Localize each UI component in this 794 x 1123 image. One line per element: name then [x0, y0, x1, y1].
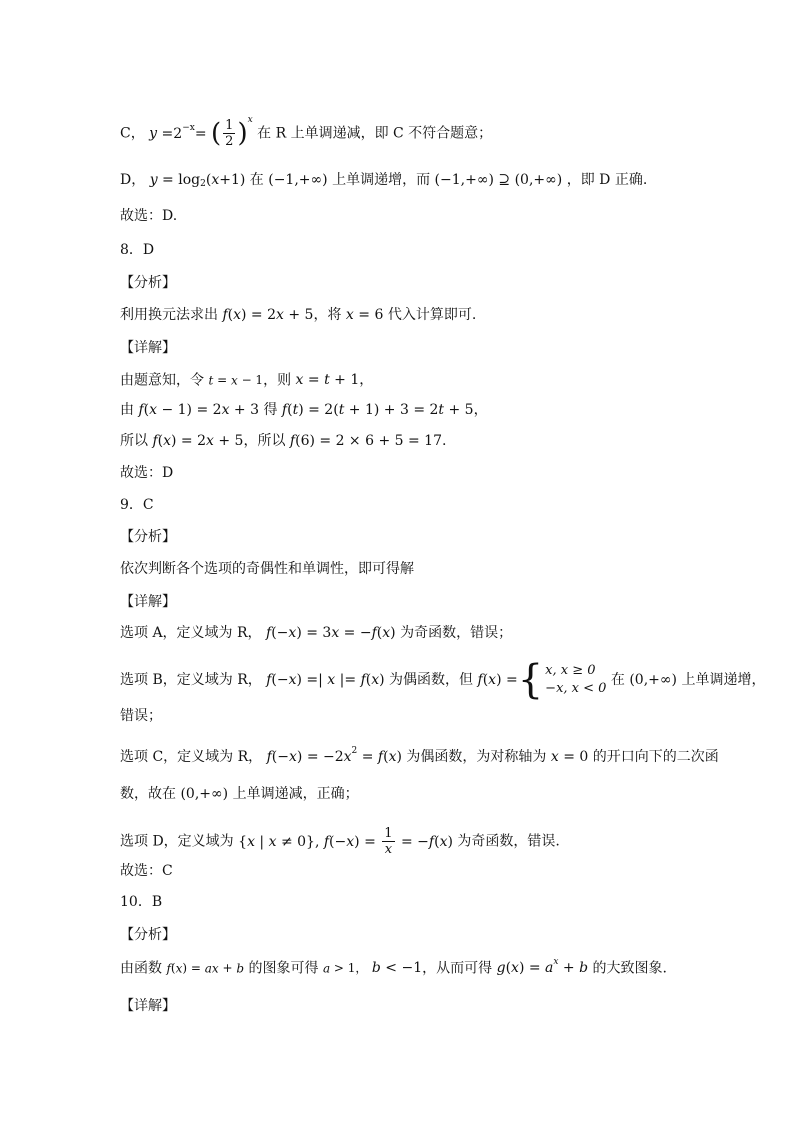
interval-superset: (−1,+∞) ⊇ (0,+∞) [434, 172, 563, 188]
formula-f6: f(6) = 2 × 6 + 5 = 17. [289, 433, 447, 449]
interval-neg1-inf: (−1,+∞) [268, 172, 328, 188]
answer-9: 故选：C [120, 863, 173, 879]
option-9a-text-b: 为奇函数，错误； [400, 625, 513, 641]
option-9c-line-2 [120, 784, 734, 804]
cases: x, x ≥ 0 −x, x < 0 [545, 663, 607, 696]
detail-8-line-1-a: 由题意知，令 [120, 372, 204, 389]
formula-fx-1: f(x − 1) = 2x + 3 [138, 402, 260, 418]
question-10-heading: 10．B [120, 894, 163, 910]
formula-t-x-1: t = x − 1 [208, 373, 264, 388]
formula-f-neg-x-3x: f(−x) = 3x = −f(x) [266, 625, 396, 641]
analysis-9-text: 依次判断各个选项的奇偶性和单调性，即可得解 [120, 561, 414, 577]
option-9b-text-c: 在 [610, 672, 625, 688]
formula-x-t-1: x = t + 1， [295, 372, 374, 389]
interval-0-inf-c: (0,+∞) [180, 786, 229, 802]
option-9c-line [120, 747, 734, 767]
option-9d-line [120, 826, 734, 857]
detail-8-line-1 [120, 370, 734, 391]
detail-8-line-2-b: 得 [263, 402, 278, 418]
formula-ft: f(t) = 2(t + 1) + 3 = 2t + 5， [281, 402, 488, 418]
formula-b-lt-neg1: b < −1 [371, 960, 423, 977]
brace: { [517, 657, 544, 703]
option-c-label: C， [120, 125, 145, 142]
formula-fx-2x5: f(x) = 2x + 5 [222, 307, 314, 323]
question-8-heading: 8．D [120, 242, 155, 258]
formula-gx: $g(x) = a^x + b$ [496, 957, 589, 977]
option-9a-text-a: 选项 A，定义域为 R， [120, 625, 262, 641]
option-d-text-3: ，即 D 正确. [566, 172, 648, 188]
option-d-text-1: 在 [249, 172, 264, 188]
analysis-8-heading: 【分析】 [120, 275, 176, 291]
detail-8-line-3 [120, 431, 734, 451]
option-9d-text-b: 为奇函数，错误. [457, 833, 560, 850]
exponent-x: x [247, 114, 253, 125]
formula-eq: $=2^{-x}=$ [161, 122, 207, 142]
formula-abs: f(−x) =| x |= f(x) [266, 672, 385, 688]
option-9b-line-2: 错误； [120, 708, 162, 724]
option-9b-text-d: 上单调递增， [681, 672, 766, 688]
formula-fx-result: f(x) = 2x + 5 [152, 433, 244, 449]
option-9c-text-b: 为偶函数，为对称轴为 [406, 749, 547, 765]
formula-eq-6: = 6 [353, 307, 384, 323]
option-c-text: 在 R 上单调递减，即 C 不符合题意； [257, 125, 493, 142]
detail-8-line-3-b: ，所以 [243, 433, 286, 449]
paren-close: ) [237, 118, 248, 149]
analysis-8-text-a: 利用换元法求出 [120, 307, 218, 323]
option-d-text-2: 上单调递增，而 [332, 172, 431, 188]
formula-quadratic: $f(-x) = -2x^2 = f(x)$ [266, 746, 402, 765]
option-9d-text-a: 选项 D，定义域为 [120, 833, 234, 850]
formula-reciprocal: {x | x ≠ 0}, f(−x) = $\frac{1}{x}$ = −f(x) [238, 826, 453, 857]
detail-8-line-2 [120, 400, 734, 420]
answer-8: 故选：D [120, 465, 174, 481]
option-d-label: D， [120, 172, 146, 188]
option-c-line [120, 114, 734, 149]
fraction-1-x: $\frac{1}{x}$ [384, 826, 393, 857]
option-9c-text-c: 的开口向下的二次函 [592, 749, 719, 765]
question-9-heading: 9．C [120, 497, 154, 513]
analysis-10-text-d: 的大致图象. [592, 960, 667, 977]
option-9c-text-d: 数，故在 [120, 786, 176, 802]
interval-0-inf: (0,+∞) [629, 672, 678, 688]
option-9c-text-a: 选项 C，定义域为 R， [120, 749, 263, 765]
detail-9-heading: 【详解】 [120, 594, 176, 610]
piecewise-function: f ( x ) = { x, x ≥ 0 −x, x < 0 [477, 657, 607, 703]
formula-x-6: x [345, 307, 354, 323]
formula-log: $y = \log_2(x+1)$ [149, 172, 246, 189]
formula-x-0: x = 0 [550, 749, 589, 765]
analysis-8-text-b: ，将 [313, 307, 342, 323]
answer-7: 故选：D. [120, 208, 178, 224]
analysis-10-text [120, 958, 734, 979]
analysis-8-text-c: 代入计算即可. [387, 307, 477, 323]
analysis-8-text [120, 305, 734, 325]
analysis-10-text-a: 由函数 [120, 960, 162, 977]
fraction-one-half: $\frac{1}{2}$ [225, 118, 234, 149]
formula-a-gt-1: a > 1， [322, 961, 368, 976]
paren-open: ( [211, 118, 222, 149]
detail-8-line-2-a: 由 [120, 402, 134, 418]
option-9a-line [120, 623, 734, 643]
detail-8-line-3-a: 所以 [120, 433, 148, 449]
analysis-10-heading: 【分析】 [120, 927, 176, 943]
option-9c-text-e: 上单调递减，正确； [232, 786, 359, 802]
detail-10-heading: 【详解】 [120, 998, 176, 1014]
analysis-9-heading: 【分析】 [120, 529, 176, 545]
analysis-10-text-c: ，从而可得 [422, 960, 493, 977]
option-d-line [120, 170, 734, 190]
analysis-10-text-b: 的图象可得 [248, 960, 319, 977]
detail-8-heading: 【详解】 [120, 340, 176, 356]
option-9b-text-a: 选项 B，定义域为 R， [120, 672, 262, 688]
option-9b-text-b: 为偶函数，但 [389, 672, 474, 688]
option-9b-line [120, 657, 766, 703]
formula-y-2-neg-x: y [149, 125, 158, 142]
detail-8-line-1-b: ，则 [263, 372, 292, 389]
formula-ax-b: f(x) = ax + b [166, 961, 245, 976]
